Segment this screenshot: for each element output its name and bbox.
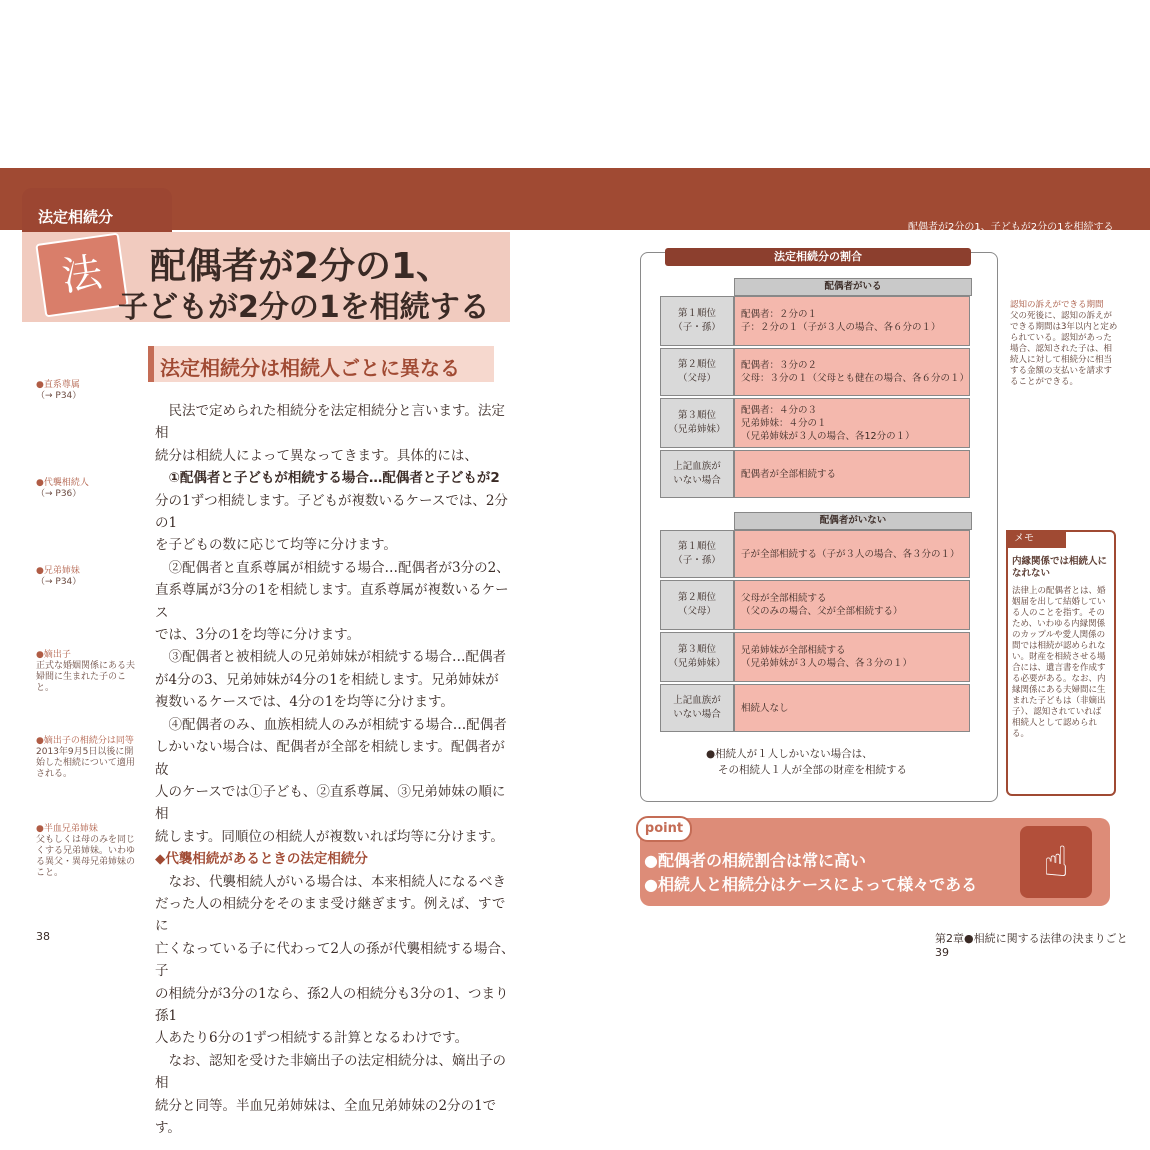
body-line: なお、代襲相続人がいる場合は、本来相続人になるべき (155, 873, 506, 890)
running-header-right: 配偶者が2分の1、子どもが2分の1を相続する (908, 222, 1114, 233)
pointing-hand-icon: ☝ (1020, 826, 1092, 898)
table-row-label: 上記血族が いない場合 (660, 684, 734, 732)
memo-heading: 内縁関係では相続人になれない (1012, 556, 1108, 579)
point-label: point (636, 816, 692, 842)
table-row-cell: 子が全部相続する（子が３人の場合、各３分の１） (734, 530, 970, 578)
table-title: 法定相続分の割合 (665, 248, 971, 266)
table-row-label: 第３順位 （兄弟姉妹） (660, 398, 734, 448)
body-line: 続します。同順位の相続人が複数いれば均等に分けます。 (155, 828, 504, 845)
table-row-label: 第２順位 （父母） (660, 580, 734, 630)
table-row-cell: 配偶者：４分の３ 兄弟姉妹：４分の１ （兄弟姉妹が３人の場合、各12分の１） (734, 398, 970, 448)
table-row-cell: 配偶者：３分の２ 父母：３分の１（父母とも健在の場合、各６分の１） (734, 348, 970, 396)
page-number-right: 第2章●相続に関する法律の決まりごと 39 (935, 932, 1139, 959)
side-note (36, 566, 141, 588)
side-note-term: ●兄弟姉妹 (36, 566, 80, 576)
side-note (36, 824, 141, 879)
side-note-text: 父もしくは母のみを同じくする兄弟姉妹。いわゆる異父・異母兄弟姉妹のこと。 (36, 835, 136, 878)
margin-note-title: 認知の訴えができる期間 (1010, 300, 1104, 310)
subheading: 法定相続分は相続人ごとに異なる (160, 356, 460, 380)
side-note-text: （→ P36） (36, 489, 82, 499)
section-tab-label: 法定相続分 (38, 208, 114, 226)
side-note-term: ●半血兄弟姉妹 (36, 824, 98, 834)
law-icon: 法 (35, 233, 128, 318)
table-row-cell: 相続人なし (734, 684, 970, 732)
body-line: を子どもの数に応じて均等に分けます。 (155, 537, 397, 554)
body-line: ①配偶者と子どもが相続する場合…配偶者と子どもが2 (155, 470, 500, 487)
memo-content (1012, 556, 1108, 740)
table-row-cell: 配偶者が全部相続する (734, 450, 970, 498)
memo-text: 法律上の配偶者とは、婚姻届を出して結婚している人のことを指す。そのため、いわゆる内縁関係のカップルや愛人関係の間では相続が認められない。財産を相続させる場合には、遺言書を作成する必要がある。なお、内縁関係にある夫婦間に生まれた子どもは（非嫡出子）、認知されていれば相続人として認められる。 (1012, 586, 1106, 739)
side-note (36, 478, 141, 500)
memo-label: メモ (1006, 530, 1066, 548)
body-line: だった人の相続分をそのまま受け継ぎます。例えば、すでに (155, 895, 506, 935)
body-line: ③配偶者と被相続人の兄弟姉妹が相続する場合…配偶者 (155, 649, 506, 666)
body-line: 人あたり6分の1ずつ相続する計算となるわけです。 (155, 1030, 469, 1047)
body-line: 民法で定められた相続分を法定相続分と言います。法定相 (155, 403, 505, 442)
side-note-text: 2013年9月5日以後に開始した相続について適用される。 (36, 747, 135, 779)
side-note-term: ●直系尊属 (36, 380, 80, 390)
side-note (36, 650, 141, 694)
body-line: 亡くなっている子に代わって2人の孫が代襲相続する場合、子 (155, 940, 515, 980)
margin-note-text: 父の死後に、認知の訴えができる期間は3年以内と定められている。認知があった場合、認知された子は、相続人に対して相続分に相当する金額の支払いを請求することができる。 (1010, 311, 1118, 387)
point-line: ●相続人と相続分はケースによって様々である (644, 875, 978, 894)
table-row-cell: 兄弟姉妹が全部相続する （兄弟姉妹が３人の場合、各３分の１） (734, 632, 970, 682)
side-note-text: （→ P34） (36, 577, 82, 587)
body-text (155, 400, 515, 1139)
body-line: なお、認知を受けた非嫡出子の法定相続分は、嫡出子の相 (155, 1052, 506, 1092)
body-line: の相続分が3分の1なら、孫2人の相続分も3分の1、つまり孫1 (155, 985, 509, 1024)
table-row-cell: 配偶者：２分の１ 子：２分の１（子が３人の場合、各６分の１） (734, 296, 970, 346)
page-title-line1: 配偶者が2分の1、 (150, 246, 453, 287)
table-row-label: 第１順位 （子・孫） (660, 530, 734, 578)
side-note-term: ●嫡出子 (36, 650, 71, 660)
table-row-label: 上記血族が いない場合 (660, 450, 734, 498)
body-heading: ◆代襲相続があるときの法定相続分 (155, 851, 368, 868)
side-note-term: ●嫡出子の相続分は同等 (36, 736, 134, 746)
side-note (36, 736, 141, 780)
body-line: が4分の3、兄弟姉妹が4分の1を相続します。兄弟姉妹が (155, 671, 499, 688)
table-note: ●相続人が１人しかいない場合は、 その相続人１人が全部の財産を相続する (706, 748, 907, 776)
table-group-header: 配偶者がいる (734, 278, 972, 296)
page-title-line2: 子どもが2分の1を相続する (118, 290, 490, 325)
body-line: ②配偶者と直系尊属が相続する場合…配偶者が3分の2、 (155, 559, 510, 576)
body-line: 続分と同等。半血兄弟姉妹は、全血兄弟姉妹の2分の1です。 (155, 1097, 497, 1136)
body-line: では、3分の1を均等に分けます。 (155, 627, 361, 644)
table-group-header: 配偶者がいない (734, 512, 972, 530)
margin-note (1010, 300, 1120, 388)
body-line: 人のケースでは①子ども、②直系尊属、③兄弟姉妹の順に相 (155, 783, 506, 823)
table-row-label: 第３順位 （兄弟姉妹） (660, 632, 734, 682)
side-note-text: 正式な婚姻関係にある夫婦間に生まれた子のこと。 (36, 661, 136, 693)
table-row-label: 第１順位 （子・孫） (660, 296, 734, 346)
side-note-term: ●代襲相続人 (36, 478, 89, 488)
body-line: 直系尊属が3分の1を相続します。直系尊属が複数いるケース (155, 582, 509, 621)
body-line: 分の1ずつ相続します。子どもが複数いるケースでは、2分の1 (155, 492, 508, 532)
body-line: しかいない場合は、配偶者が全部を相続します。配偶者が故 (155, 739, 505, 778)
point-line: ●配偶者の相続割合は常に高い (644, 851, 866, 870)
body-line: 複数いるケースでは、4分の1を均等に分けます。 (155, 694, 454, 711)
body-line: 続分は相続人によって異なってきます。具体的には、 (155, 447, 478, 464)
side-note (36, 380, 141, 402)
table-row-cell: 父母が全部相続する （父のみの場合、父が全部相続する） (734, 580, 970, 630)
table-row-label: 第２順位 （父母） (660, 348, 734, 396)
body-line: ④配偶者のみ、血族相続人のみが相続する場合…配偶者 (155, 716, 507, 733)
side-note-text: （→ P34） (36, 391, 82, 401)
page-number-left: 38 (36, 930, 50, 943)
